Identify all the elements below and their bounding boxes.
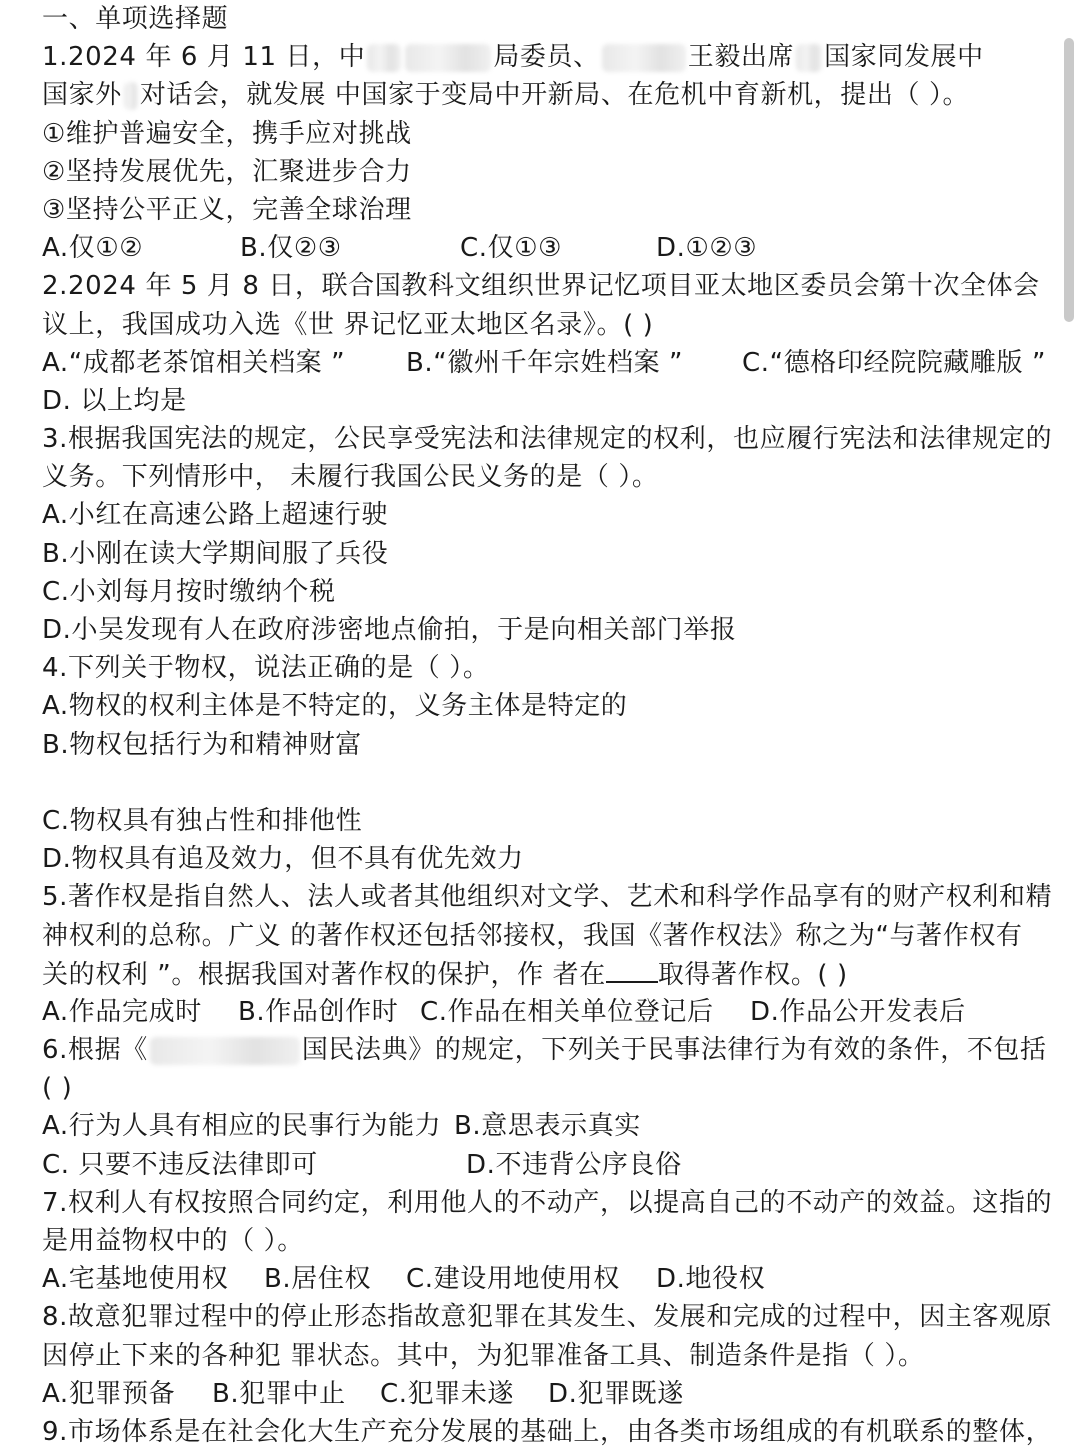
- option[interactable]: A.作品完成时: [42, 996, 202, 1027]
- option[interactable]: A.宅基地使用权: [42, 1264, 229, 1295]
- option[interactable]: C. 只要不违反法律即可: [42, 1149, 318, 1180]
- question-6-options-row-1: [42, 1107, 1057, 1145]
- option[interactable]: A.物权的权利主体是不特定的，义务主体是特定的: [42, 691, 628, 722]
- redaction-blur: [150, 1037, 300, 1065]
- redaction-blur: [796, 44, 822, 72]
- fill-in-blank: [606, 955, 658, 983]
- section-title: 一、单项选择题: [42, 4, 229, 34]
- option[interactable]: B.物权包括行为和精神财富: [42, 729, 362, 760]
- question-1-text-b: 局委员、: [493, 42, 600, 73]
- question-1-options: [42, 229, 1057, 267]
- question-5-line-3: [42, 955, 1057, 993]
- option[interactable]: B.仅②③: [240, 233, 342, 264]
- vertical-scrollbar[interactable]: [1064, 38, 1074, 322]
- question-1-statement-2: ②坚持发展优先，汇聚进步合力: [42, 156, 412, 187]
- question-5-text-b: 取得著作权。( ): [657, 959, 848, 990]
- question-3-line-2: 义务。下列情形中， 未履行我国公民义务的是（ ）。: [42, 462, 659, 493]
- question-7-line-2: 是用益物权中的（ ）。: [42, 1226, 304, 1256]
- redaction-blur: [367, 44, 401, 72]
- question-9-line-1: 9.市场体系是在社会化大生产充分发展的基础上，由各类市场组成的有机联系的整体，: [42, 1416, 1053, 1447]
- question-6-text-a: 6.根据《: [42, 1035, 148, 1066]
- question-1-line-2: [42, 76, 1057, 114]
- question-1-statement-3: ③坚持公平正义，完善全球治理: [42, 194, 412, 225]
- option[interactable]: D.①②③: [656, 233, 758, 264]
- option[interactable]: D.物权具有追及效力，但不具有优先效力: [42, 844, 524, 875]
- option[interactable]: A.小红在高速公路上超速行驶: [42, 500, 388, 531]
- question-4-line-1: 4.下列关于物权，说法正确的是（ ）。: [42, 653, 490, 684]
- question-6-line-1: [42, 1031, 1057, 1069]
- option[interactable]: D.作品公开发表后: [750, 996, 966, 1027]
- option[interactable]: A.犯罪预备: [42, 1378, 176, 1409]
- redaction-blur: [602, 44, 686, 72]
- option[interactable]: D.不违背公序良俗: [466, 1149, 682, 1180]
- redaction-blur: [124, 82, 138, 110]
- question-1-line-1: [42, 38, 1057, 76]
- question-8-line-1: 8.故意犯罪过程中的停止形态指故意犯罪在其发生、发展和完成的过程中，因主客观原: [42, 1302, 1053, 1333]
- option[interactable]: C.作品在相关单位登记后: [420, 996, 714, 1027]
- question-7-options: [42, 1260, 1057, 1298]
- question-6-line-2: ( ): [42, 1073, 73, 1104]
- option[interactable]: C.“德格印经院院藏雕版 ”: [742, 347, 1047, 378]
- option[interactable]: A.仅①②: [42, 233, 144, 264]
- question-7-line-1: 7.权利人有权按照合同约定，利用他人的不动产，以提高自己的不动产的效益。这指的: [42, 1187, 1053, 1218]
- redaction-blur: [405, 44, 491, 72]
- question-1-text-f: 对话会，就发展 中国家于变局中开新局、在危机中育新机，提出（ ）。: [139, 80, 970, 111]
- option[interactable]: B.居住权: [264, 1264, 372, 1295]
- question-8-options: [42, 1375, 1057, 1413]
- blank-line: [42, 764, 1057, 802]
- option[interactable]: B.意思表示真实: [454, 1111, 641, 1142]
- option[interactable]: B.作品创作时: [238, 996, 399, 1027]
- option[interactable]: D.犯罪既遂: [548, 1378, 684, 1409]
- question-8-line-2: 因停止下来的各种犯 罪状态。其中，为犯罪准备工具、制造条件是指（ ）。: [42, 1340, 925, 1371]
- option[interactable]: C.物权具有独占性和排他性: [42, 805, 363, 836]
- question-1-text-c: 王毅出席: [687, 42, 795, 73]
- document-page: [42, 0, 1057, 1451]
- question-5-options: [42, 993, 1057, 1031]
- question-2-line-2: 议上，我国成功入选《世 界记忆亚太地区名录》。( ): [42, 309, 654, 340]
- question-6-text-b: 国民法典》的规定，下列关于民事法律行为有效的条件，不包括: [301, 1035, 1047, 1066]
- option[interactable]: B.“徽州千年宗姓档案 ”: [406, 347, 684, 378]
- option[interactable]: D.地役权: [656, 1264, 766, 1295]
- option[interactable]: B.小刚在读大学期间服了兵役: [42, 538, 389, 569]
- question-6-options-row-2: [42, 1146, 1057, 1184]
- option[interactable]: C.仅①③: [460, 233, 563, 264]
- question-1-statement-1: ①维护普遍安全，携手应对挑战: [42, 118, 412, 149]
- question-2-line-1: 2.2024 年 5 月 8 日，联合国教科文组织世界记忆项目亚太地区委员会第十次全体会: [42, 271, 1040, 302]
- option[interactable]: D. 以上均是: [42, 385, 187, 416]
- question-5-line-1: 5.著作权是指自然人、法人或者其他组织对文学、艺术和科学作品享有的财产权利和精: [42, 882, 1053, 913]
- option[interactable]: B.犯罪中止: [212, 1378, 346, 1409]
- option[interactable]: C.建设用地使用权: [406, 1264, 620, 1295]
- option[interactable]: C.犯罪未遂: [380, 1378, 515, 1409]
- question-1-text-e: 国家外: [42, 80, 122, 111]
- question-1-text-a: 1.2024 年 6 月 11 日，中: [42, 42, 366, 73]
- question-5-text-a: 关的权利 ”。根据我国对著作权的保护，作 者在: [42, 959, 606, 990]
- question-5-line-2: 神权利的总称。广义 的著作权还包括邻接权，我国《著作权法》称之为“与著作权有: [42, 920, 1023, 951]
- option[interactable]: A.行为人具有相应的民事行为能力: [42, 1111, 442, 1142]
- question-1-text-d: 国家同发展中: [824, 42, 984, 73]
- question-2-options: [42, 344, 1057, 382]
- question-3-line-1: 3.根据我国宪法的规定，公民享受宪法和法律规定的权利，也应履行宪法和法律规定的: [42, 424, 1053, 455]
- option[interactable]: C.小刘每月按时缴纳个税: [42, 576, 336, 607]
- option[interactable]: D.小吴发现有人在政府涉密地点偷拍，于是向相关部门举报: [42, 615, 737, 645]
- option[interactable]: A.“成都老茶馆相关档案 ”: [42, 347, 346, 378]
